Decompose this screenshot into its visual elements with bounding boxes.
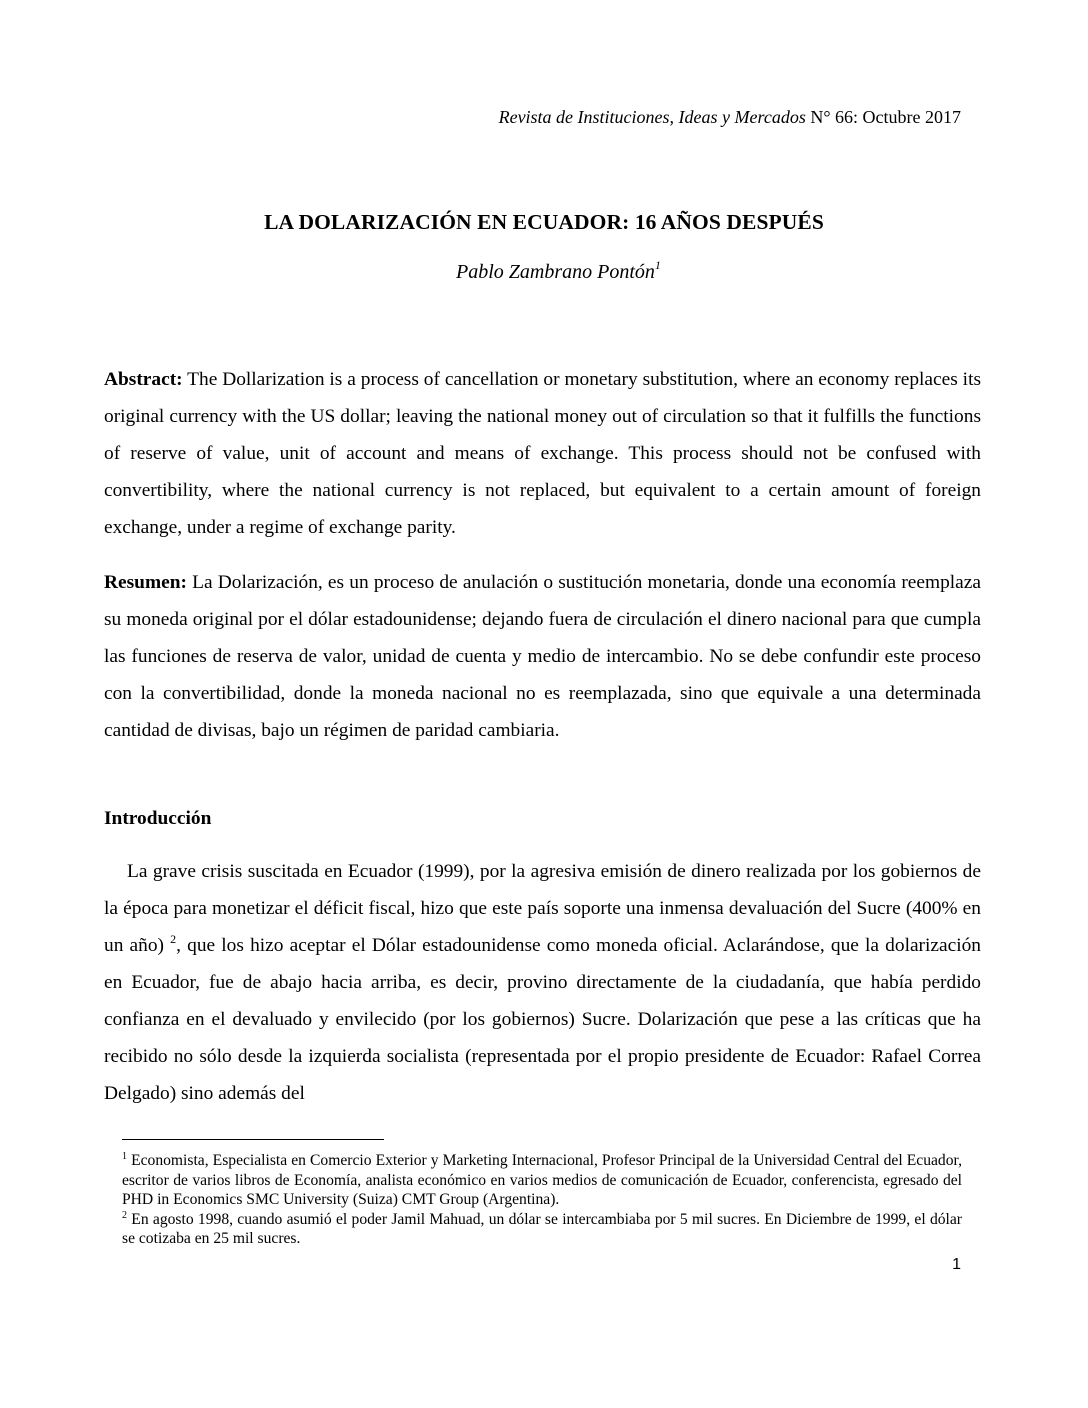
introduction-text-before: La grave crisis suscitada en Ecuador (1999), por la agresiva emisión de dinero realizada por los gobiernos de la época para monetizar el déficit fiscal, hizo que este país soporte una inmensa devaluación del Sucre (400% en un año) [104,861,981,956]
author-footnote-marker: 1 [654,258,661,272]
page-number: 1 [952,1256,961,1273]
resumen-label: Resumen: [104,572,187,593]
introduction-text-after: , que los hizo aceptar el Dólar estadounidense como moneda oficial. Aclarándose, que la dolarización en Ecuador, fue de abajo hacia arriba, es decir, provino directamente de la ciudadanía, que había perdido confianza en el devaluado y envilecido (por los gobiernos) Sucre. Dolarización que pese a las críticas que ha recibido no sólo desde la izquierda socialista (representada por el propio presidente de Ecuador: Rafael Correa Delgado) sino además del [104,935,982,1104]
footnote-1 [122,1151,962,1210]
introduction-footnote-marker: 2 [170,932,177,946]
author-name: Pablo Zambrano Pontón [456,261,655,283]
author-line [456,258,661,286]
introduction-paragraph [104,853,981,1112]
footnote-2 [122,1210,962,1249]
journal-name: Revista de Instituciones, Ideas y Mercados [498,107,806,127]
resumen-paragraph [104,564,981,749]
journal-header [499,105,961,129]
footnotes [122,1151,962,1249]
abstract-label: Abstract: [104,369,183,390]
abstract-paragraph [104,361,981,546]
footnote-1-text: Economista, Especialista en Comercio Exterior y Marketing Internacional, Profesor Principal de la Universidad Central del Ecuador, escritor de varios libros de Economía, analista económico en varios medios de comunicación de Ecuador, conferencista, egresado del PHD in Economics SMC University (Suiza) CMT Group (Argentina). [122,1152,962,1208]
footnote-2-text: En agosto 1998, cuando asumió el poder Jamil Mahuad, un dólar se intercambiaba por 5 mil sucres. En Diciembre de 1999, el dólar se cotizaba en 25 mil sucres. [122,1210,962,1247]
footnote-2-marker: 2 [122,1209,127,1221]
footnote-1-marker: 1 [122,1151,127,1162]
abstract-text: The Dollarization is a process of cancellation or monetary substitution, where an economy replaces its original currency with the US dollar; leaving the national money out of circulation so that it fulfills the functions of reserve of value, unit of account and means of exchange. This process should not be confused with convertibility, where the national currency is not replaced, but equivalent to a certain amount of foreign exchange, under a regime of exchange parity. [104,369,981,538]
footnote-separator [122,1139,384,1140]
resumen-text: La Dolarización, es un proceso de anulación o sustitución monetaria, donde una economía reemplaza su moneda original por el dólar estadounidense; dejando fuera de circulación el dinero nacional para que cumpla las funciones de reserva de valor, unidad de cuenta y medio de intercambio. No se debe confundir este proceso con la convertibilidad, donde la moneda nacional no es reemplazada, sino que equivale a una determinada cantidad de divisas, bajo un régimen de paridad cambiaria. [104,572,981,741]
paper-title: LA DOLARIZACIÓN EN ECUADOR: 16 AÑOS DESPUÉS [264,210,824,234]
introduction-heading: Introducción [104,808,212,829]
journal-issue: N° 66: Octubre 2017 [805,107,961,127]
